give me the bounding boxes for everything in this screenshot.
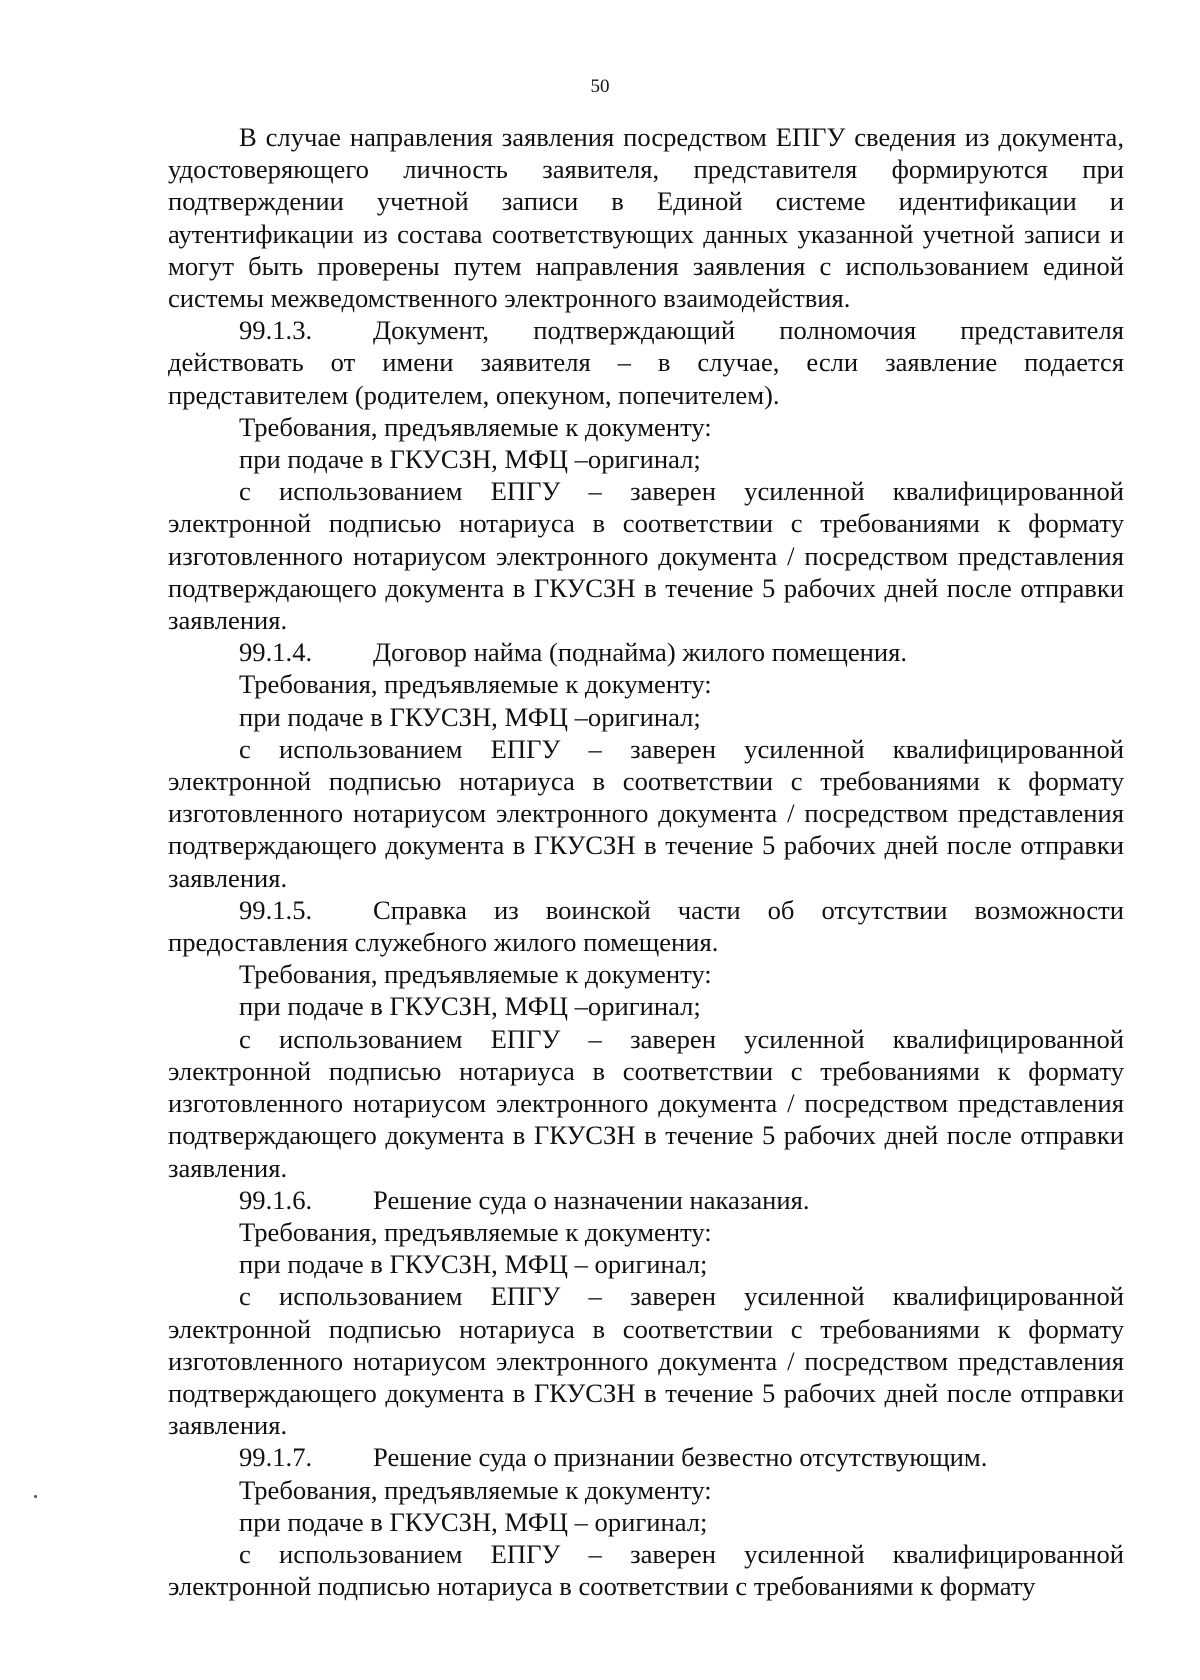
paragraph-text: с использованием ЕПГУ – заверен усиленной квалифицированной электронной подписью нотариуса в соответствии с требованиями к формату изготовленного нотариусом электронного документа / посредством представления подтверждающего документа в ГКУСЗН в течение 5 рабочих дней после отправки заявления. [168, 1023, 1124, 1183]
scan-speck [34, 1495, 37, 1498]
requirement-epgu [168, 733, 1124, 894]
paragraph-text: при подаче в ГКУСЗН, МФЦ –оригинал; [239, 701, 701, 732]
requirements-heading [168, 411, 1124, 443]
requirements-heading [168, 1216, 1124, 1248]
clause-99-1-6 [168, 1184, 1124, 1216]
clause-text: Решение суда о признании безвестно отсутствующим. [373, 1442, 988, 1473]
paragraph-text: В случае направления заявления посредством ЕПГУ сведения из документа, удостоверяющего личность заявителя, представителя формируются при подтверждении учетной записи в Единой системе идентификации и аутентификации из состава соответствующих данных указанной учетной записи и могут быть проверены путем направления заявления с использованием единой системы межведомственного электронного взаимодействия. [168, 122, 1124, 314]
paragraph-text: Требования, предъявляемые к документу: [239, 1474, 712, 1505]
requirement-epgu [168, 1280, 1124, 1441]
paragraph-epgu-identity [168, 121, 1124, 314]
clause-99-1-5 [168, 894, 1124, 958]
paragraph-text: Требования, предъявляемые к документу: [239, 1216, 712, 1247]
clause-99-1-7 [168, 1441, 1124, 1473]
paragraph-text: с использованием ЕПГУ – заверен усиленной квалифицированной электронной подписью нотариуса в соответствии с требованиями к формату изготовленного нотариусом электронного документа / посредством представления подтверждающего документа в ГКУСЗН в течение 5 рабочих дней после отправки заявления. [168, 733, 1124, 893]
clause-99-1-3 [168, 314, 1124, 411]
requirement-in-person [168, 1248, 1124, 1280]
clause-text: Договор найма (поднайма) жилого помещения. [373, 637, 907, 668]
clause-number: 99.1.7. [239, 1442, 313, 1473]
clause-99-1-4 [168, 636, 1124, 668]
paragraph-text: при подаче в ГКУСЗН, МФЦ –оригинал; [239, 444, 701, 475]
requirement-epgu [168, 1023, 1124, 1184]
requirements-heading [168, 668, 1124, 700]
requirements-heading [168, 958, 1124, 990]
document-body [168, 121, 1124, 1602]
paragraph-text: при подаче в ГКУСЗН, МФЦ –оригинал; [239, 991, 701, 1022]
paragraph-text: с использованием ЕПГУ – заверен усиленной квалифицированной электронной подписью нотариуса в соответствии с требованиями к формату [168, 1538, 1124, 1602]
requirement-epgu [168, 1538, 1124, 1602]
clause-text: Документ, подтверждающий полномочия представителя действовать от имени заявителя – в случае, если заявление подается представителем (родителем, опекуном, попечителем). [168, 315, 1124, 410]
requirement-in-person [168, 443, 1124, 475]
requirement-in-person [168, 990, 1124, 1022]
paragraph-text: при подаче в ГКУСЗН, МФЦ – оригинал; [239, 1249, 708, 1280]
clause-text: Решение суда о назначении наказания. [373, 1184, 810, 1215]
requirements-heading [168, 1474, 1124, 1506]
clause-number: 99.1.3. [239, 315, 313, 346]
paragraph-text: с использованием ЕПГУ – заверен усиленной квалифицированной электронной подписью нотариуса в соответствии с требованиями к формату изготовленного нотариусом электронного документа / посредством представления подтверждающего документа в ГКУСЗН в течение 5 рабочих дней после отправки заявления. [168, 476, 1124, 636]
clause-text: Справка из воинской части об отсутствии возможности предоставления служебного жилого помещения. [168, 894, 1124, 958]
clause-number: 99.1.4. [239, 637, 313, 668]
paragraph-text: с использованием ЕПГУ – заверен усиленной квалифицированной электронной подписью нотариуса в соответствии с требованиями к формату изготовленного нотариусом электронного документа / посредством представления подтверждающего документа в ГКУСЗН в течение 5 рабочих дней после отправки заявления. [168, 1281, 1124, 1441]
paragraph-text: Требования, предъявляемые к документу: [239, 669, 712, 700]
clause-number: 99.1.5. [239, 894, 313, 925]
paragraph-text: Требования, предъявляемые к документу: [239, 959, 712, 990]
requirement-in-person [168, 701, 1124, 733]
requirement-epgu [168, 475, 1124, 636]
page-number: 50 [590, 76, 610, 97]
paragraph-text: Требования, предъявляемые к документу: [239, 411, 712, 442]
clause-number: 99.1.6. [239, 1184, 313, 1215]
requirement-in-person [168, 1506, 1124, 1538]
paragraph-text: при подаче в ГКУСЗН, МФЦ – оригинал; [239, 1506, 708, 1537]
